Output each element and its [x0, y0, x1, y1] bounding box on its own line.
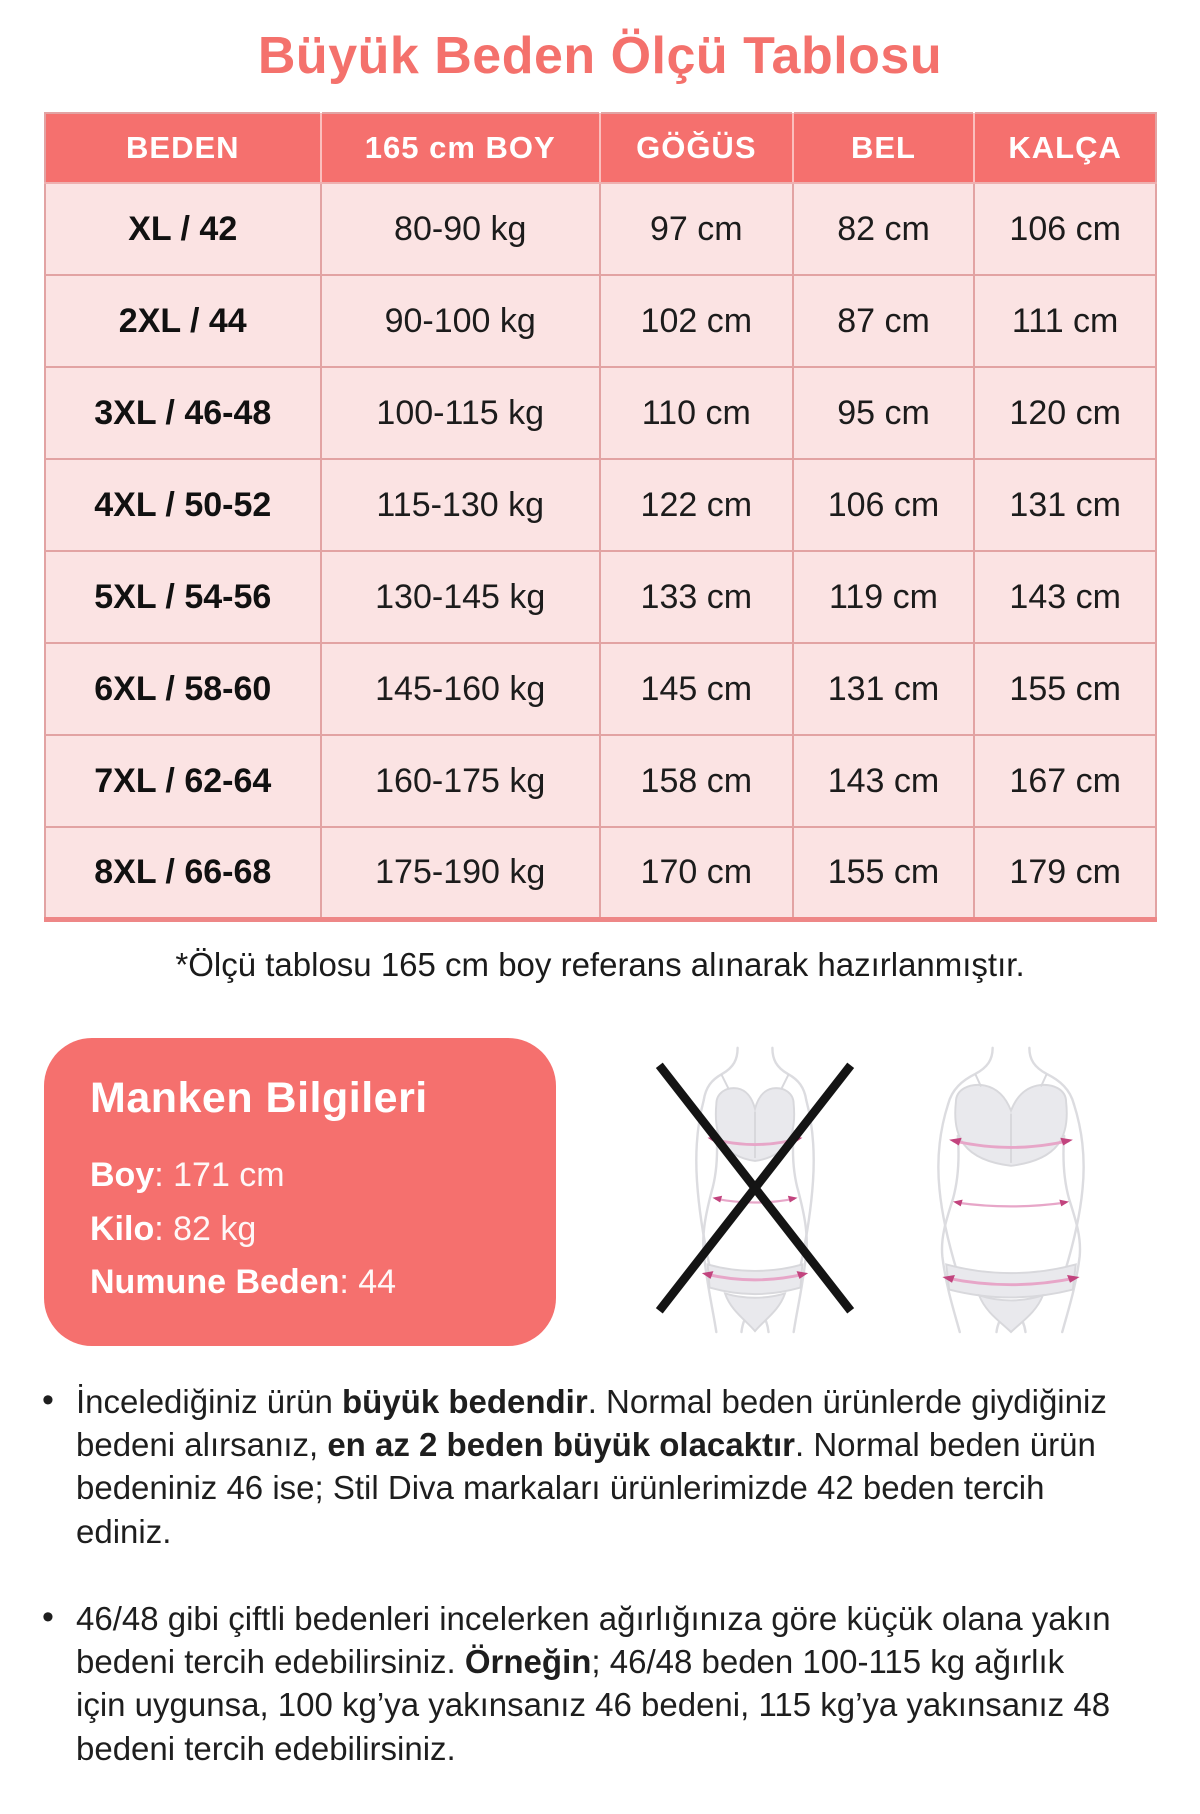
waist-cell: 131 cm: [793, 643, 975, 735]
note-text-bold: Örneğin: [464, 1643, 592, 1681]
page-title: Büyük Beden Ölçü Tablosu: [257, 27, 943, 85]
model-weight-value: : 82 kg: [154, 1209, 257, 1248]
size-cell: 6XL / 58-60: [45, 643, 321, 735]
hip-cell: 131 cm: [974, 459, 1156, 551]
hip-cell: 179 cm: [974, 827, 1156, 919]
waist-cell: 95 cm: [793, 367, 975, 459]
weight-cell: 145-160 kg: [321, 643, 600, 735]
crossed-body-figure-icon: [640, 1044, 870, 1334]
size-cell: 5XL / 54-56: [45, 551, 321, 643]
hip-cell: 106 cm: [974, 183, 1156, 275]
plus-size-body-figure-icon: [896, 1044, 1126, 1334]
size-cell: 4XL / 50-52: [45, 459, 321, 551]
hip-cell: 167 cm: [974, 735, 1156, 827]
size-cell: 2XL / 44: [45, 275, 321, 367]
note-text-bold: en az 2 beden büyük olacaktır: [327, 1426, 795, 1464]
weight-cell: 90-100 kg: [321, 275, 600, 367]
header-bel: BEL: [793, 113, 975, 183]
waist-cell: 106 cm: [793, 459, 975, 551]
table-row: [45, 275, 1156, 367]
waist-cell: 119 cm: [793, 551, 975, 643]
chest-cell: 122 cm: [600, 459, 793, 551]
weight-cell: 80-90 kg: [321, 183, 600, 275]
note-text: . Normal beden ürünlerde giydiğiniz bedeni alırsanız,: [76, 1383, 1107, 1464]
chest-cell: 170 cm: [600, 827, 793, 919]
notes-list: [40, 1380, 1148, 1814]
hip-cell: 143 cm: [974, 551, 1156, 643]
table-row: [45, 827, 1156, 919]
chest-cell: 102 cm: [600, 275, 793, 367]
note-text: 46/48 gibi çiftli bedenleri incelerken ağırlığınıza göre küçük olana yakın bedeni tercih edebilirsiniz.: [76, 1599, 1111, 1681]
table-header-row: [45, 113, 1156, 183]
table-row: [45, 367, 1156, 459]
chest-cell: 145 cm: [600, 643, 793, 735]
table-row: [45, 735, 1156, 827]
model-sample-size-value: : 44: [339, 1263, 397, 1302]
header-boy: 165 cm BOY: [321, 113, 600, 183]
waist-cell: 82 cm: [793, 183, 975, 275]
header-gogus: GÖĞÜS: [600, 113, 793, 183]
header-kalca: KALÇA: [974, 113, 1156, 183]
note-item-double-sizes: [40, 1597, 1115, 1770]
size-cell: 7XL / 62-64: [45, 735, 321, 827]
table-row: [45, 183, 1156, 275]
size-table: [44, 112, 1157, 922]
model-height-line: [90, 1149, 536, 1203]
hip-cell: 155 cm: [974, 643, 1156, 735]
model-weight-line: [90, 1203, 536, 1257]
hip-cell: 120 cm: [974, 367, 1156, 459]
hip-cell: 111 cm: [974, 275, 1156, 367]
chest-cell: 97 cm: [600, 183, 793, 275]
model-height-value: : 171 cm: [154, 1156, 285, 1194]
table-row: [45, 643, 1156, 735]
model-sample-size-line: [90, 1256, 536, 1310]
table-row: [45, 459, 1156, 551]
chest-cell: 158 cm: [600, 735, 793, 827]
model-info-title: Manken Bilgileri: [90, 1074, 428, 1122]
waist-cell: 155 cm: [793, 827, 975, 919]
size-cell: XL / 42: [45, 183, 321, 275]
note-text-bold: büyük bedendir: [342, 1383, 588, 1420]
model-info-card: [44, 1038, 556, 1346]
table-footnote: *Ölçü tablosu 165 cm boy referans alınarak hazırlanmıştır.: [175, 946, 1025, 983]
waist-cell: 87 cm: [793, 275, 975, 367]
model-height-label: Boy: [90, 1156, 155, 1194]
weight-cell: 175-190 kg: [321, 827, 600, 919]
weight-cell: 115-130 kg: [321, 459, 600, 551]
table-row: [45, 551, 1156, 643]
note-text: . Normal beden ürün bedeniniz 46 ise; Stil Diva markaları ürünlerimizde 42 beden tercih ediniz.: [76, 1426, 1096, 1550]
chest-cell: 110 cm: [600, 367, 793, 459]
waist-cell: 143 cm: [793, 735, 975, 827]
note-text: İncelediğiniz ürün: [76, 1383, 342, 1420]
size-cell: 3XL / 46-48: [45, 367, 321, 459]
model-sample-size-label: Numune Beden: [90, 1263, 340, 1302]
weight-cell: 100-115 kg: [321, 367, 600, 459]
weight-cell: 130-145 kg: [321, 551, 600, 643]
chest-cell: 133 cm: [600, 551, 793, 643]
weight-cell: 160-175 kg: [321, 735, 600, 827]
size-cell: 8XL / 66-68: [45, 827, 321, 919]
note-text: ; 46/48 beden 100-115 kg ağırlık için uygunsa, 100 kg’ya yakınsanız 46 bedeni, 115 kg’ya yakınsanız 48 bedeni tercih edebilirsiniz.: [76, 1643, 1111, 1767]
header-beden: BEDEN: [45, 113, 321, 183]
model-weight-label: Kilo: [90, 1209, 155, 1248]
note-item-sizing: [40, 1380, 1115, 1553]
measurement-figures: [640, 1044, 1126, 1334]
